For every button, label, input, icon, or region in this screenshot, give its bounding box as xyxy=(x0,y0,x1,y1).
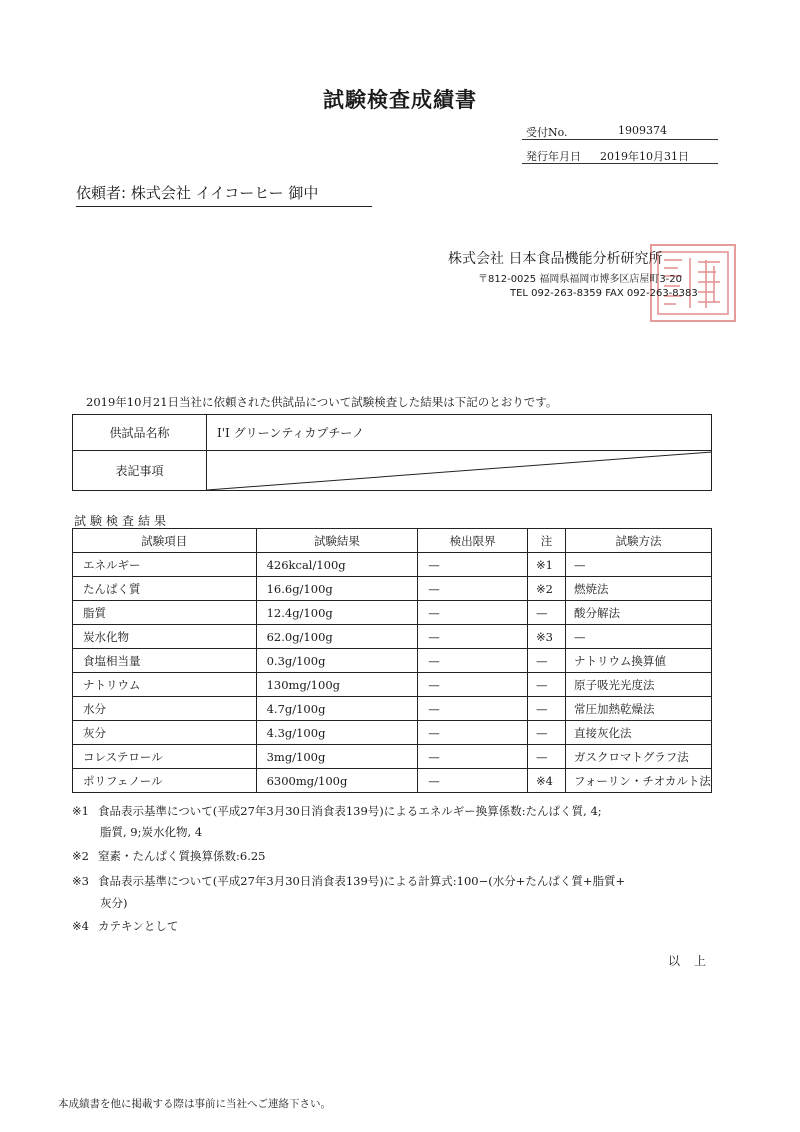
sample-name-value: I'I グリーンティカプチーノ xyxy=(207,415,712,451)
header-test-result: 試験結果 xyxy=(256,529,418,553)
footnote-text: カテキンとして xyxy=(98,919,179,933)
cell-item: ナトリウム xyxy=(73,673,257,697)
footnote-mark: ※3 xyxy=(72,874,89,888)
lab-name: 株式会社 日本食品機能分析研究所 xyxy=(448,251,663,267)
cell-item: 脂質 xyxy=(73,601,257,625)
cell-limit: — xyxy=(418,553,528,577)
lab-block xyxy=(448,248,698,299)
table-row xyxy=(73,577,712,601)
receipt-label: 受付No. xyxy=(526,126,568,139)
table-row xyxy=(73,625,712,649)
cell-note: ※1 xyxy=(528,553,566,577)
cell-method: 直接灰化法 xyxy=(565,721,711,745)
table-row xyxy=(73,649,712,673)
results-table xyxy=(72,528,712,793)
cell-method: — xyxy=(565,625,711,649)
cell-item: 水分 xyxy=(73,697,257,721)
header-note: 注 xyxy=(528,529,566,553)
cell-note: ※2 xyxy=(528,577,566,601)
document-title: 試験検査成績書 xyxy=(323,88,477,112)
label-notes-value xyxy=(207,451,712,491)
cell-limit: — xyxy=(418,721,528,745)
cell-limit: — xyxy=(418,673,528,697)
cell-result: 12.4g/100g xyxy=(256,601,418,625)
cell-limit: — xyxy=(418,577,528,601)
cell-note: — xyxy=(528,601,566,625)
cell-note: — xyxy=(528,745,566,769)
receipt-number: 1909374 xyxy=(618,124,667,137)
header-detection-limit: 検出限界 xyxy=(418,529,528,553)
footnote-4 xyxy=(72,918,178,934)
lab-phone: TEL 092-263-8359 FAX 092-263-8383 xyxy=(510,288,698,299)
header-test-item: 試験項目 xyxy=(73,529,257,553)
table-row xyxy=(73,721,712,745)
results-caption: 試験検査結果 xyxy=(74,514,171,528)
table-row xyxy=(73,553,712,577)
table-row xyxy=(73,601,712,625)
cell-method: 酸分解法 xyxy=(565,601,711,625)
cell-item: 炭水化物 xyxy=(73,625,257,649)
lab-address: 〒812-0025 福岡県福岡市博多区店屋町3-20 xyxy=(478,274,683,285)
client-name: 依頼者: 株式会社 イイコーヒー 御中 xyxy=(76,182,372,207)
cell-method: フォーリン・チオカルト法 xyxy=(565,769,711,793)
footnote-text: 食品表示基準について(平成27年3月30日消食表139号)による計算式:100−(水分+たんぱく質+脂質+ xyxy=(98,874,626,888)
footnote-3-continued: 灰分) xyxy=(100,896,128,910)
cell-result: 4.7g/100g xyxy=(256,697,418,721)
footnote-text: 窒素・たんぱく質換算係数:6.25 xyxy=(98,849,266,863)
table-row xyxy=(73,769,712,793)
cell-result: 0.3g/100g xyxy=(256,649,418,673)
sample-name-label: 供試品名称 xyxy=(73,415,207,451)
cell-method: 原子吸光光度法 xyxy=(565,673,711,697)
footnote-text: 食品表示基準について(平成27年3月30日消食表139号)によるエネルギー換算係数:たんぱく質, 4; xyxy=(98,804,602,818)
cell-note: — xyxy=(528,649,566,673)
cell-result: 16.6g/100g xyxy=(256,577,418,601)
cell-method: ナトリウム換算値 xyxy=(565,649,711,673)
footer-notice: 本成績書を他に掲載する際は事前に当社へご連絡下さい。 xyxy=(58,1098,331,1110)
cell-item: 食塩相当量 xyxy=(73,649,257,673)
cell-method: 燃焼法 xyxy=(565,577,711,601)
cell-note: ※4 xyxy=(528,769,566,793)
issue-date: 2019年10月31日 xyxy=(600,150,689,163)
cell-limit: — xyxy=(418,649,528,673)
footnote-3 xyxy=(72,873,625,889)
footnote-2 xyxy=(72,848,265,864)
cell-result: 6300mg/100g xyxy=(256,769,418,793)
cell-limit: — xyxy=(418,601,528,625)
cell-note: — xyxy=(528,697,566,721)
results-header-row xyxy=(73,529,712,553)
cell-item: 灰分 xyxy=(73,721,257,745)
footnote-1 xyxy=(72,803,602,819)
cell-result: 62.0g/100g xyxy=(256,625,418,649)
cell-note: — xyxy=(528,721,566,745)
table-row xyxy=(73,697,712,721)
footnote-mark: ※1 xyxy=(72,804,89,818)
cell-item: ポリフェノール xyxy=(73,769,257,793)
intro-text: 2019年10月21日当社に依頼された供試品について試験検査した結果は下記のとおりです。 xyxy=(86,395,558,409)
end-mark: 以上 xyxy=(668,954,721,968)
footnote-mark: ※4 xyxy=(72,919,89,933)
cell-result: 4.3g/100g xyxy=(256,721,418,745)
cell-limit: — xyxy=(418,769,528,793)
table-row xyxy=(73,745,712,769)
footnote-1-continued: 脂質, 9;炭水化物, 4 xyxy=(100,825,203,839)
cell-item: エネルギー xyxy=(73,553,257,577)
diagonal-strike-line xyxy=(207,451,712,491)
label-notes-label: 表記事項 xyxy=(73,451,207,491)
cell-limit: — xyxy=(418,745,528,769)
cell-item: たんぱく質 xyxy=(73,577,257,601)
cell-note: — xyxy=(528,673,566,697)
cell-result: 426kcal/100g xyxy=(256,553,418,577)
cell-result: 3mg/100g xyxy=(256,745,418,769)
header-test-method: 試験方法 xyxy=(565,529,711,553)
table-row xyxy=(73,673,712,697)
receipt-number-row xyxy=(522,124,718,140)
sample-info-table xyxy=(72,414,712,491)
cell-note: ※3 xyxy=(528,625,566,649)
cell-limit: — xyxy=(418,625,528,649)
cell-result: 130mg/100g xyxy=(256,673,418,697)
footnote-mark: ※2 xyxy=(72,849,89,863)
label-notes-row xyxy=(73,451,712,491)
issue-date-label: 発行年月日 xyxy=(526,150,581,163)
cell-method: — xyxy=(565,553,711,577)
sample-name-row xyxy=(73,415,712,451)
cell-item: コレステロール xyxy=(73,745,257,769)
issue-date-row xyxy=(522,148,718,164)
cell-limit: — xyxy=(418,697,528,721)
cell-method: 常圧加熱乾燥法 xyxy=(565,697,711,721)
cell-method: ガスクロマトグラフ法 xyxy=(565,745,711,769)
